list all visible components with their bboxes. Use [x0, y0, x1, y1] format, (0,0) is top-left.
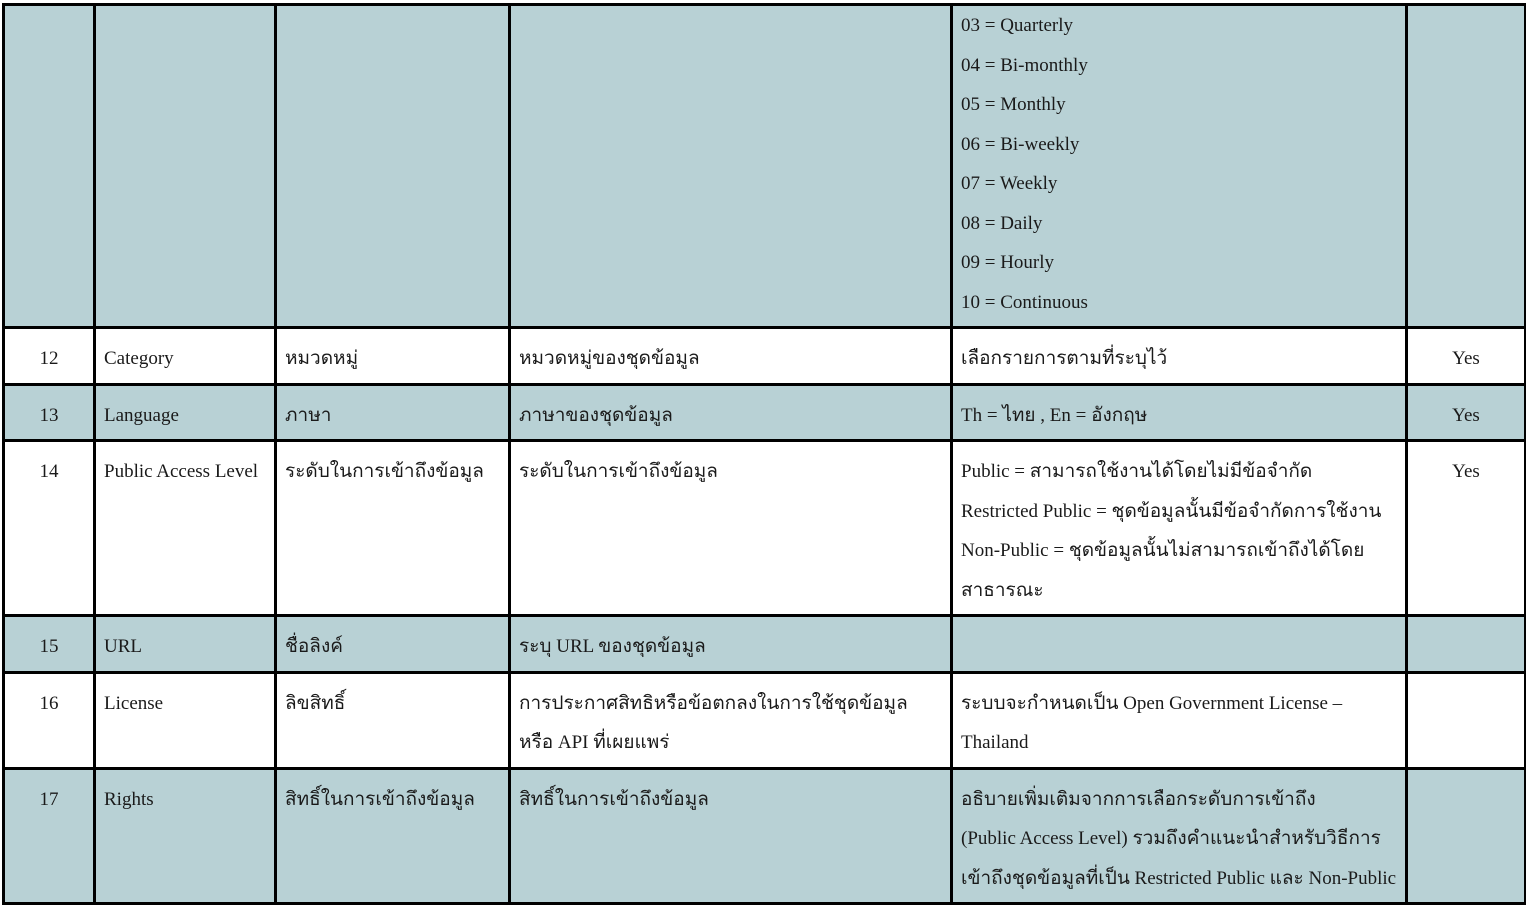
cell-thai-name-text: ชื่อลิงค์ [285, 636, 343, 657]
table-row [4, 768, 1526, 904]
cell-values-line: Thailand [961, 732, 1029, 753]
cell-required-text: Yes [1452, 404, 1480, 426]
value-line: 10 = Continuous [961, 291, 1088, 313]
cell-required-text [1416, 627, 1516, 667]
cell-description [510, 768, 952, 904]
cell-name [95, 441, 276, 616]
cell-values-line: ระบบจะกำหนดเป็น Open Government License – [961, 692, 1343, 714]
cell-values-line: Th = ไทย , En = อังกฤษ [961, 404, 1148, 426]
cell-values-line: Public = สามารถใช้งานได้โดยไม่มีข้อจำกัด [961, 461, 1313, 482]
cell-description-line: ระดับในการเข้าถึงข้อมูล [519, 461, 718, 482]
cell-values-line: สาธารณะ [961, 579, 1044, 601]
cell-thai-name-text: ลิขสิทธิ์ [285, 692, 346, 714]
cell-required-text: Yes [1452, 461, 1480, 482]
cell-name [95, 384, 276, 441]
table-row [4, 441, 1526, 616]
table-body [4, 5, 1526, 904]
cell-required [1407, 5, 1526, 328]
cell-values [952, 328, 1407, 385]
cell-thai-name [276, 616, 510, 673]
cell-name-text: Language [104, 404, 179, 426]
cell-thai-name [276, 328, 510, 385]
cell-values [952, 672, 1407, 768]
value-line: 05 = Monthly [961, 94, 1066, 115]
cell-thai-name [276, 5, 510, 328]
cell-no [4, 768, 95, 904]
cell-no [4, 328, 95, 385]
cell-required [1407, 384, 1526, 441]
table-row [4, 616, 1526, 673]
cell-required [1407, 616, 1526, 673]
cell-no-text: 16 [39, 692, 59, 714]
value-line: 09 = Hourly [961, 252, 1055, 273]
cell-required [1407, 672, 1526, 768]
cell-no [4, 441, 95, 616]
cell-name-text: Category [104, 348, 174, 369]
cell-no [4, 616, 95, 673]
value-line: 07 = Weekly [961, 173, 1058, 194]
cell-name-text: Rights [104, 788, 154, 810]
cell-values-line: Non-Public = ชุดข้อมูลนั้นไม่สามารถเข้าถึงได้โดย [961, 540, 1365, 561]
cell-thai-name-text: สิทธิ์ในการเข้าถึงข้อมูล [285, 788, 475, 810]
table-row [4, 384, 1526, 441]
cell-description [510, 441, 952, 616]
value-line: 03 = Quarterly [961, 15, 1074, 36]
cell-thai-name [276, 384, 510, 441]
cell-name [95, 5, 276, 328]
cell-values-line: (Public Access Level) รวมถึงคำแนะนำสำหรับวิธีการ [961, 828, 1381, 849]
cell-required-text: Yes [1452, 348, 1480, 369]
cell-description [510, 5, 952, 328]
cell-values [952, 441, 1407, 616]
cell-required-text [1416, 780, 1516, 820]
cell-thai-name-text: ระดับในการเข้าถึงข้อมูล [285, 461, 484, 482]
cell-no-text: 15 [39, 636, 59, 657]
cell-description-line: การประกาศสิทธิหรือข้อตกลงในการใช้ชุดข้อมูล [519, 692, 908, 714]
cell-no [4, 672, 95, 768]
cell-description [510, 384, 952, 441]
cell-name [95, 768, 276, 904]
cell-no-text: 12 [39, 348, 59, 369]
cell-values-line: เข้าถึงชุดข้อมูลที่เป็น Restricted Public และ Non-Public [961, 867, 1397, 889]
value-line: 06 = Bi-weekly [961, 133, 1080, 155]
cell-values-line: เลือกรายการตามที่ระบุไว้ [961, 348, 1168, 369]
cell-thai-name [276, 441, 510, 616]
table-row-continuation [4, 5, 1526, 328]
cell-no [4, 5, 95, 328]
cell-description [510, 616, 952, 673]
cell-values-line: Restricted Public = ชุดข้อมูลนั้นมีข้อจำกัดการใช้งาน [961, 500, 1382, 522]
cell-values-line: อธิบายเพิ่มเติมจากการเลือกระดับการเข้าถึง [961, 788, 1316, 810]
cell-description-line: ระบุ URL ของชุดข้อมูล [519, 636, 706, 657]
cell-values [952, 384, 1407, 441]
cell-thai-name [276, 768, 510, 904]
cell-thai-name [276, 672, 510, 768]
cell-name [95, 672, 276, 768]
table-row [4, 328, 1526, 385]
cell-values [952, 616, 1407, 673]
cell-required [1407, 328, 1526, 385]
table-row [4, 672, 1526, 768]
cell-required [1407, 441, 1526, 616]
cell-name [95, 616, 276, 673]
cell-thai-name-text: หมวดหมู่ [285, 348, 359, 369]
cell-thai-name-text: ภาษา [285, 404, 332, 426]
value-line: 08 = Daily [961, 212, 1043, 234]
cell-name-text: URL [104, 636, 142, 657]
cell-values [952, 5, 1407, 328]
cell-name [95, 328, 276, 385]
cell-name-text: License [104, 692, 164, 714]
cell-description [510, 328, 952, 385]
cell-no-text: 13 [39, 404, 59, 426]
cell-name-text: Public Access Level [104, 461, 259, 482]
cell-description [510, 672, 952, 768]
cell-description-line: ภาษาของชุดข้อมูล [519, 404, 673, 426]
cell-required-text [1416, 684, 1516, 724]
cell-values [952, 768, 1407, 904]
cell-no-text: 17 [39, 788, 59, 810]
value-line: 04 = Bi-monthly [961, 54, 1088, 76]
cell-no [4, 384, 95, 441]
cell-description-line: หรือ API ที่เผยแพร่ [519, 732, 670, 753]
cell-description-line: หมวดหมู่ของชุดข้อมูล [519, 348, 700, 369]
cell-description-line: สิทธิ์ในการเข้าถึงข้อมูล [519, 788, 709, 810]
cell-required [1407, 768, 1526, 904]
metadata-table [2, 3, 1526, 905]
cell-no-text: 14 [39, 461, 59, 482]
